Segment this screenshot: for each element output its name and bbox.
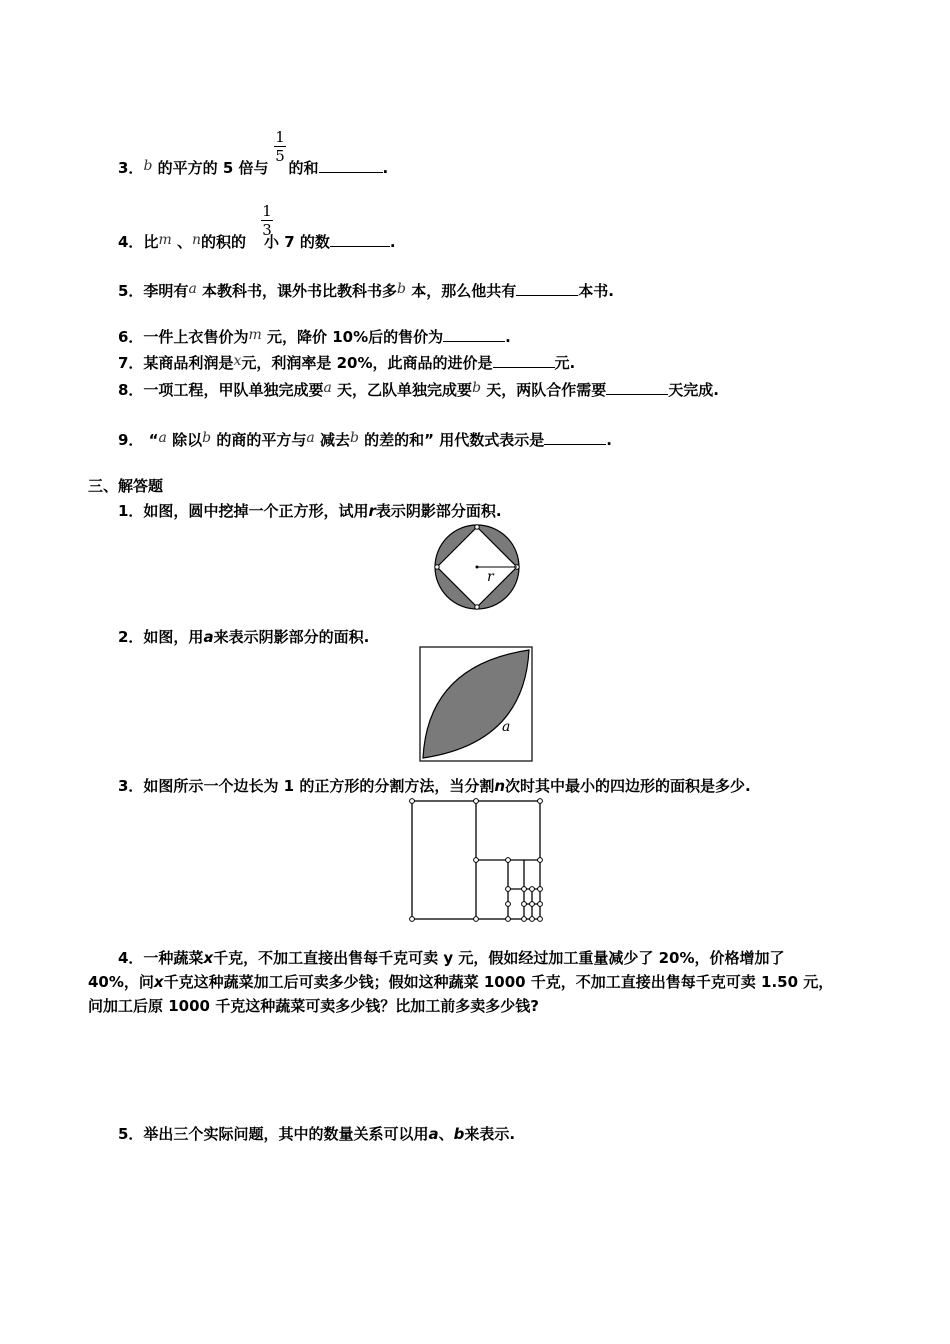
q4-line-3: 问加工后原 1000 千克这种蔬菜可卖多少钱？比加工前多卖多少钱? xyxy=(88,997,539,1015)
solve-question-4 xyxy=(88,946,868,1018)
q4-line-2: 40%，问x千克这种蔬菜加工后可卖多少钱；假如这种蔬菜 1000 千克，不加工直接出售每千克可卖 1.50 元， xyxy=(88,973,834,991)
solve-question-1: 1．如图，圆中挖掉一个正方形，试用r表示阴影部分面积. xyxy=(118,502,502,520)
circle-square-figure xyxy=(428,523,526,611)
question-5: 5．李明有a 本教科书，课外书比教科书多b 本，那么他共有 本书. xyxy=(118,281,614,300)
fraction-one-third: 1 3 xyxy=(262,202,272,239)
section-title: 三、解答题 xyxy=(88,477,164,495)
question-8: 8．一项工程，甲队单独完成要a 天，乙队单独完成要b 天，两队合作需要 天完成. xyxy=(118,380,719,399)
answer-blank[interactable] xyxy=(516,281,578,296)
answer-blank[interactable] xyxy=(330,232,390,247)
label-a-bottom: a xyxy=(502,719,511,735)
solve-question-5: 5．举出三个实际问题，其中的数量关系可以用a、b来表示. xyxy=(118,1125,516,1143)
question-3: 3．b 的平方的 5 倍与 的和 . xyxy=(118,158,389,177)
fraction-one-fifth: 1 5 xyxy=(275,128,285,165)
answer-blank[interactable] xyxy=(319,158,383,173)
label-a-top: a xyxy=(448,669,457,685)
question-4: 4．比m 、n的积的 小 7 的数 . xyxy=(118,232,396,251)
answer-blank[interactable] xyxy=(544,430,606,445)
answer-blank[interactable] xyxy=(443,327,505,342)
square-leaf-figure xyxy=(418,645,534,763)
question-6: 6．一件上衣售价为m 元，降价 10%后的售价为 . xyxy=(118,327,511,346)
radius-label: r xyxy=(487,569,494,585)
square-division-figure xyxy=(406,797,546,925)
question-7: 7．某商品利润是x元，利润率是 20%，此商品的进价是 元. xyxy=(118,353,576,372)
answer-blank[interactable] xyxy=(493,353,555,368)
solve-question-3: 3．如图所示一个边长为 1 的正方形的分割方法，当分割n次时其中最小的四边形的面积是多少. xyxy=(118,777,751,795)
q4-line-1: 4．一种蔬菜x千克，不加工直接出售每千克可卖 y 元，假如经过加工重量减少了 20%，价格增加了 xyxy=(118,949,785,967)
solve-question-2: 2．如图，用a来表示阴影部分的面积. xyxy=(118,628,370,646)
question-9: 9． “a 除以b 的商的平方与a 减去b 的差的和” 用代数式表示是 . xyxy=(118,430,612,449)
answer-blank[interactable] xyxy=(606,380,668,395)
